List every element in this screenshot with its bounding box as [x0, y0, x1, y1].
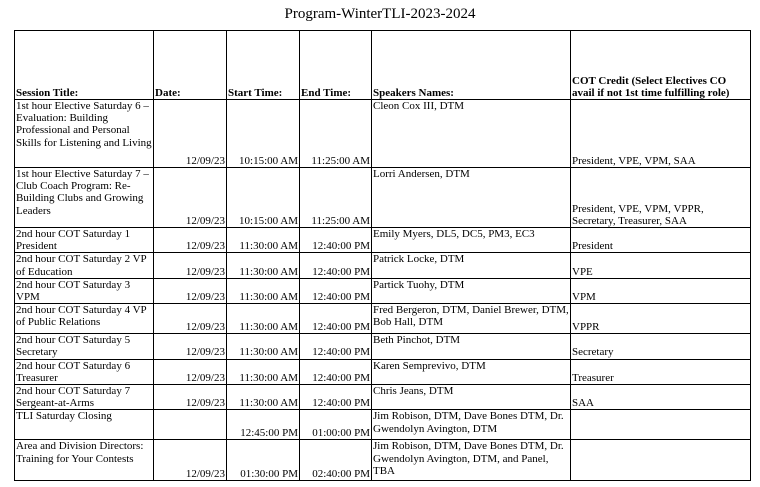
start-time-cell: 11:30:00 AM — [227, 278, 300, 303]
end-time-cell: 12:40:00 PM — [300, 253, 372, 278]
table-row — [15, 253, 751, 278]
program-table — [14, 30, 751, 481]
header-cot-credit: COT Credit (Select Electives CO avail if not 1st time fulfilling role) — [571, 31, 751, 100]
date-cell: 12/09/23 — [154, 168, 227, 228]
speakers-cell: Emily Myers, DL5, DC5, PM3, EC3 — [372, 228, 571, 253]
table-row — [15, 100, 751, 168]
cot-credit-cell: President, VPE, VPM, VPPR, Secretary, Treasurer, SAA — [571, 168, 751, 228]
speakers-cell: Patrick Locke, DTM — [372, 253, 571, 278]
cot-credit-cell: VPM — [571, 278, 751, 303]
table-row — [15, 410, 751, 440]
table-row — [15, 440, 751, 481]
cot-credit-cell: SAA — [571, 385, 751, 410]
start-time-cell: 11:30:00 AM — [227, 253, 300, 278]
table-body — [15, 100, 751, 481]
header-row — [15, 31, 751, 100]
speakers-cell: Partick Tuohy, DTM — [372, 278, 571, 303]
cot-credit-cell — [571, 440, 751, 481]
start-time-cell: 11:30:00 AM — [227, 359, 300, 384]
session-title-cell: TLI Saturday Closing — [15, 410, 154, 440]
header-speakers-names: Speakers Names: — [372, 31, 571, 100]
end-time-cell: 12:40:00 PM — [300, 385, 372, 410]
start-time-cell: 10:15:00 AM — [227, 168, 300, 228]
cot-credit-cell: President, VPE, VPM, SAA — [571, 100, 751, 168]
end-time-cell: 01:00:00 PM — [300, 410, 372, 440]
cot-credit-cell: Treasurer — [571, 359, 751, 384]
table-row — [15, 304, 751, 334]
speakers-cell: Beth Pinchot, DTM — [372, 334, 571, 359]
cot-credit-cell: VPE — [571, 253, 751, 278]
speakers-cell: Fred Bergeron, DTM, Daniel Brewer, DTM, Bob Hall, DTM — [372, 304, 571, 334]
document-title: Program-WinterTLI-2023-2024 — [284, 6, 476, 22]
end-time-cell: 02:40:00 PM — [300, 440, 372, 481]
session-title-cell: Area and Division Directors: Training for Your Contests — [15, 440, 154, 481]
end-time-cell: 12:40:00 PM — [300, 359, 372, 384]
speakers-cell: Jim Robison, DTM, Dave Bones DTM, Dr. Gwendolyn Avington, DTM — [372, 410, 571, 440]
table-row — [15, 228, 751, 253]
cot-credit-cell: President — [571, 228, 751, 253]
cot-credit-cell — [571, 410, 751, 440]
date-cell: 12/09/23 — [154, 253, 227, 278]
start-time-cell: 12:45:00 PM — [227, 410, 300, 440]
cot-credit-cell: Secretary — [571, 334, 751, 359]
table-row — [15, 278, 751, 303]
session-title-cell: 2nd hour COT Saturday 6 Treasurer — [15, 359, 154, 384]
date-cell: 12/09/23 — [154, 304, 227, 334]
end-time-cell: 11:25:00 AM — [300, 100, 372, 168]
table-row — [15, 168, 751, 228]
header-session-title: Session Title: — [15, 31, 154, 100]
end-time-cell: 12:40:00 PM — [300, 278, 372, 303]
date-cell: 12/09/23 — [154, 359, 227, 384]
speakers-cell: Lorri Andersen, DTM — [372, 168, 571, 228]
session-title-cell: 2nd hour COT Saturday 4 VP of Public Relations — [15, 304, 154, 334]
date-cell: 12/09/23 — [154, 440, 227, 481]
session-title-cell: 1st hour Elective Saturday 6 – Evaluation: Building Professional and Personal Skills for Listening and Living — [15, 100, 154, 168]
date-cell: 12/09/23 — [154, 228, 227, 253]
table-row — [15, 385, 751, 410]
start-time-cell: 11:30:00 AM — [227, 228, 300, 253]
header-start-time: Start Time: — [227, 31, 300, 100]
session-title-cell: 2nd hour COT Saturday 2 VP of Education — [15, 253, 154, 278]
session-title-cell: 2nd hour COT Saturday 3 VPM — [15, 278, 154, 303]
end-time-cell: 12:40:00 PM — [300, 304, 372, 334]
start-time-cell: 11:30:00 AM — [227, 304, 300, 334]
start-time-cell: 10:15:00 AM — [227, 100, 300, 168]
end-time-cell: 11:25:00 AM — [300, 168, 372, 228]
table-row — [15, 334, 751, 359]
end-time-cell: 12:40:00 PM — [300, 228, 372, 253]
date-cell: 12/09/23 — [154, 334, 227, 359]
session-title-cell: 2nd hour COT Saturday 7 Sergeant-at-Arms — [15, 385, 154, 410]
date-cell: 12/09/23 — [154, 278, 227, 303]
speakers-cell: Chris Jeans, DTM — [372, 385, 571, 410]
table-row — [15, 359, 751, 384]
speakers-cell: Jim Robison, DTM, Dave Bones DTM, Dr. Gwendolyn Avington, DTM, and Panel, TBA — [372, 440, 571, 481]
end-time-cell: 12:40:00 PM — [300, 334, 372, 359]
header-end-time: End Time: — [300, 31, 372, 100]
header-date: Date: — [154, 31, 227, 100]
session-title-cell: 1st hour Elective Saturday 7 – Club Coach Program: Re-Building Clubs and Growing Leaders — [15, 168, 154, 228]
session-title-cell: 2nd hour COT Saturday 1 President — [15, 228, 154, 253]
date-cell: 12/09/23 — [154, 385, 227, 410]
date-cell — [154, 410, 227, 440]
cot-credit-cell: VPPR — [571, 304, 751, 334]
session-title-cell: 2nd hour COT Saturday 5 Secretary — [15, 334, 154, 359]
start-time-cell: 11:30:00 AM — [227, 334, 300, 359]
speakers-cell: Karen Semprevivo, DTM — [372, 359, 571, 384]
start-time-cell: 01:30:00 PM — [227, 440, 300, 481]
start-time-cell: 11:30:00 AM — [227, 385, 300, 410]
date-cell: 12/09/23 — [154, 100, 227, 168]
speakers-cell: Cleon Cox III, DTM — [372, 100, 571, 168]
